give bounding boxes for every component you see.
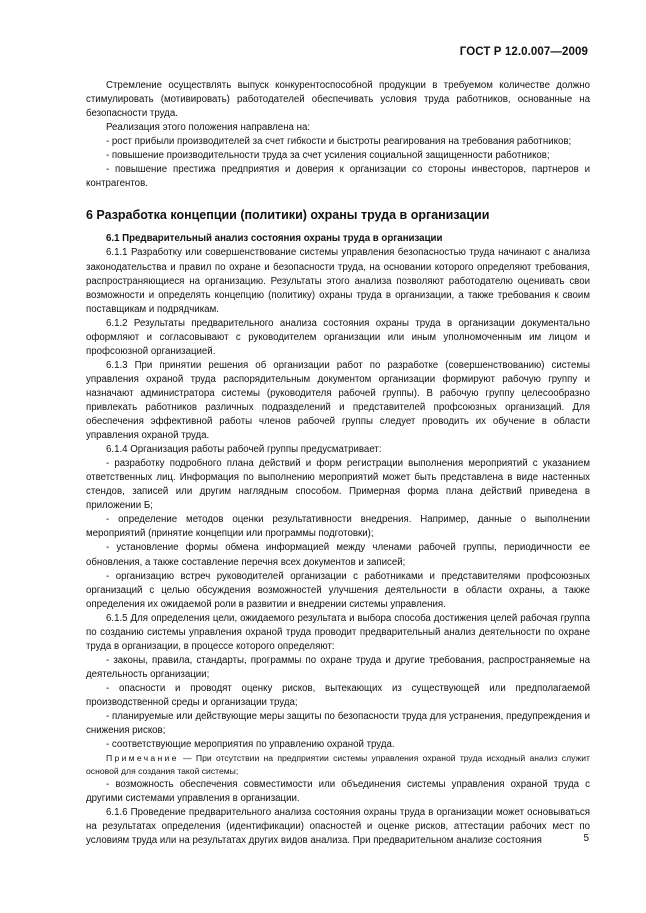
- list-item: - соответствующие мероприятия по управлению охраной труда.: [106, 739, 395, 751]
- body-paragraph: 6.1.5 Для определения цели, ожидаемого результата и выбора способа достижения целей рабочая группа по созданию системы управления охраной труда проводит предварительный анализ деятельности по охране труда в организации, в процессе которого определяют:: [86, 612, 590, 652]
- section-heading: 6 Разработка концепции (политики) охраны труда в организации: [86, 208, 490, 223]
- note-text: — При отсутствии на предприятии системы управления охраной труда исходный анализ служит основой для создания такой системы;: [86, 753, 590, 777]
- list-item: - организацию встреч руководителей организации с работниками и представителями профсоюзных организаций с целью обсуждения возможностей улучшения деятельности в области охраны, а также определения их ожидаемой роли в развитии и внедрении системы управления.: [86, 570, 590, 610]
- subsection-heading: 6.1 Предварительный анализ состояния охраны труда в организации: [106, 233, 443, 245]
- body-paragraph: 6.1.3 При принятии решения об организации работ по разработке (совершенствованию) системы управления охраной труда распорядительным документом организации формируют рабочую группу и назначают администратора системы (руководителя рабочей группы). В рабочую группу целесообразно привлекать работников различных подразделений и представителей профсоюзных организаций. Для обеспечения эффективной работы членов рабочей группы следует проводить их обучение в области управления охраной труда.: [86, 359, 590, 442]
- body-paragraph: 6.1.6 Проведение предварительного анализа состояния охраны труда в организации может основываться на результатах определения (идентификации) опасностей и оценке рисков, аттестации рабочих мест по условиям труда или на результатах других видов анализа. При предварительном анализе состояния: [86, 807, 590, 847]
- page-number: 5: [583, 833, 589, 844]
- list-item: - опасности и проводят оценку рисков, вытекающих из существующей или предполагаемой производственной среды и организации труда;: [86, 682, 590, 708]
- body-paragraph: 6.1.1 Разработку или совершенствование системы управления безопасностью труда начинают с анализа законодательства и правил по охране и безопасности труда, на основании которого определяют требования, распространяющиеся на организацию. Результаты этого анализа позволяют работодателю оценивать свои возможности и определять концепцию (политику) охраны труда в организации, а также требования к своим поставщикам и подрядчикам.: [86, 247, 590, 315]
- page-content: [86, 79, 590, 848]
- intro-paragraph: Реализация этого положения направлена на:: [106, 122, 311, 134]
- list-item: - разработку подробного плана действий и форм регистрации выполнения мероприятий с указанием ответственных лиц. Информация по выполнению мероприятий может быть представлена в виде настенных стендов, записей или другим наглядным способом. Примерная форма плана действий приведена в приложении Б;: [86, 458, 590, 512]
- list-item: - определение методов оценки результативности внедрения. Например, данные о выполнении мероприятий (принятие концепции или программы подготовки);: [86, 514, 590, 540]
- body-paragraph: 6.1.4 Организация работы рабочей группы предусматривает:: [106, 444, 382, 456]
- list-item: - повышение производительности труда за счет усиления социальной защищенности работников;: [106, 150, 550, 162]
- note-label: Примечание: [106, 753, 179, 764]
- intro-paragraph: Стремление осуществлять выпуск конкурентоспособной продукции в требуемом количестве должно стимулировать (мотивировать) работодателей обеспечивать условия труда работников, основанные на безопасности труда.: [86, 80, 590, 120]
- list-item: - рост прибыли производителей за счет гибкости и быстроты реагирования на требования работников;: [106, 136, 572, 148]
- list-item: - повышение престижа предприятия и доверия к организации со стороны инвесторов, партнеров и контрагентов.: [86, 164, 590, 190]
- note: [86, 752, 590, 778]
- list-item: - возможность обеспечения совместимости или объединения системы управления охраной труда с другими системами управления в организации.: [86, 779, 590, 805]
- standard-header: ГОСТ Р 12.0.007—2009: [459, 46, 588, 58]
- list-item: - планируемые или действующие меры защиты по безопасности труда для устранения, предупреждения и снижения рисков;: [86, 711, 590, 737]
- list-item: - законы, правила, стандарты, программы по охране труда и другие требования, распространяемые на деятельность организации;: [86, 654, 590, 680]
- body-paragraph: 6.1.2 Результаты предварительного анализа состояния охраны труда в организации документально оформляют и согласовывают с руководителем организации или иным уполномоченным им лицом и профсоюзной организацией.: [86, 317, 590, 357]
- list-item: - установление формы обмена информацией между членами рабочей группы, периодичности ее обновления, а также составление перечня всех документов и записей;: [86, 542, 590, 568]
